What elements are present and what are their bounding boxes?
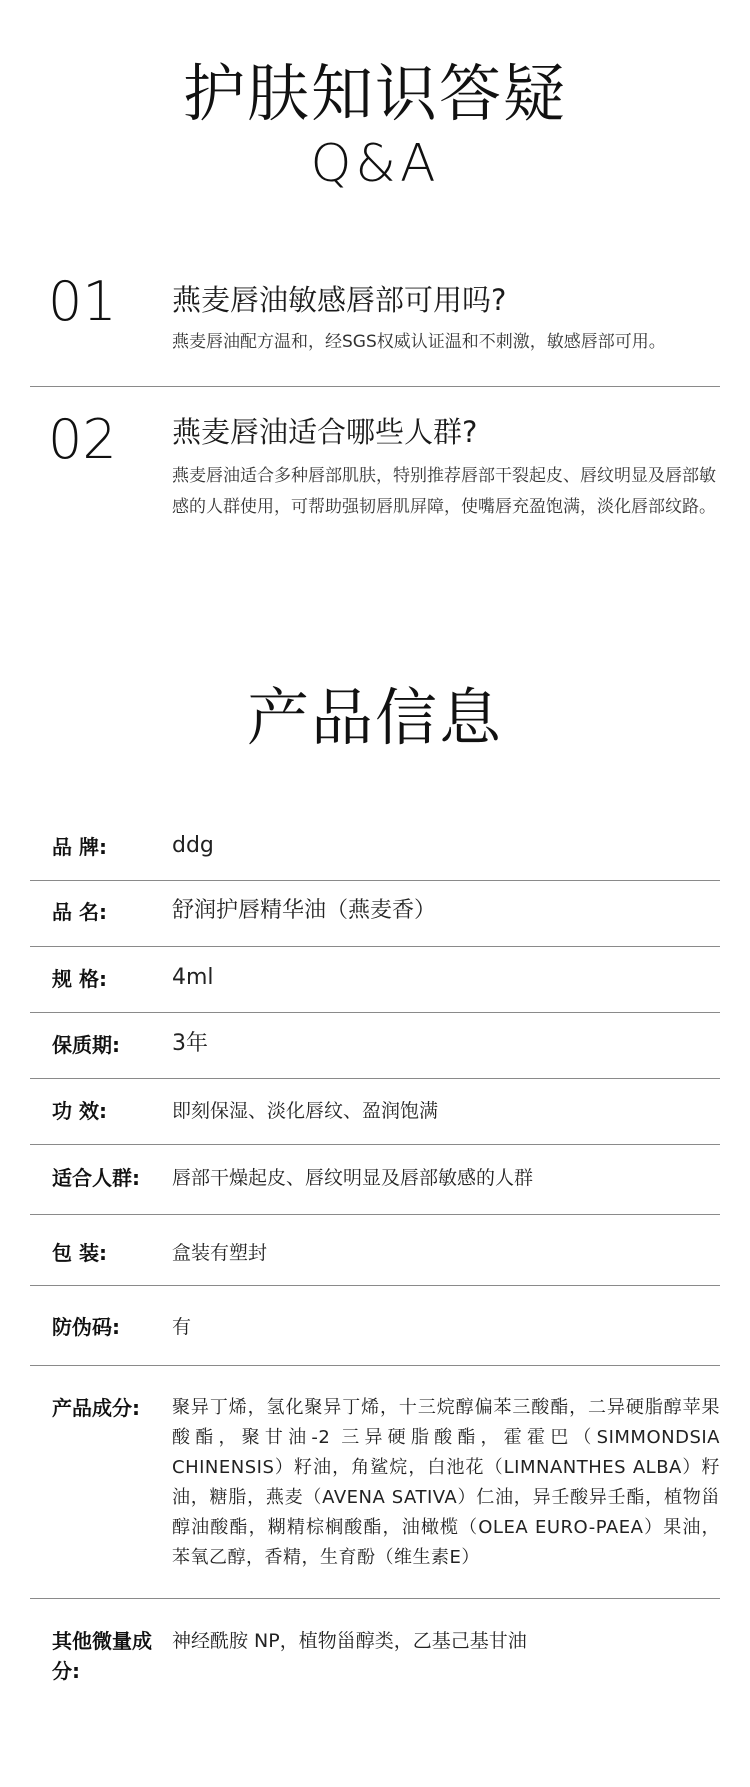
divider <box>30 1365 720 1366</box>
divider <box>30 386 720 387</box>
row-value-effect: 即刻保湿、淡化唇纹、盈润饱满 <box>172 1100 439 1122</box>
divider <box>30 946 720 947</box>
divider <box>30 1078 720 1079</box>
row-label-name: 品 名: <box>52 900 107 924</box>
row-label-shelf-life: 保质期: <box>52 1033 120 1057</box>
row-label-effect: 功 效: <box>52 1099 107 1123</box>
row-value-ingredients: 聚异丁烯，氢化聚异丁烯，十三烷醇偏苯三酸酯，二异硬脂醇苹果酸酯，聚甘油-2 三异硬脂酸酯，霍霍巴（SIMMONDSIA CHINENSIS）籽油，角鲨烷，白池花（LIMNANTHES ALBA）籽油，糖脂，燕麦（AVENA SATIVA）仁油，异壬酸异壬酯，植物甾醇油酸酯，糊精棕榈酸酯，油橄榄（OLEA EURO-PAEA）果油，苯氧乙醇，香精，生育酚（维生素E） <box>172 1397 720 1568</box>
row-value-brand: ddg <box>172 833 214 858</box>
qa-question: 燕麦唇油适合哪些人群? <box>172 415 478 449</box>
product-info-title: 产品信息 <box>246 681 503 754</box>
row-value-spec: 4ml <box>172 965 214 990</box>
row-value-anti-counterfeit: 有 <box>172 1316 192 1338</box>
divider <box>30 1598 720 1599</box>
row-value-trace-ingredients: 神经酰胺 NP，植物甾醇类，乙基己基甘油 <box>172 1630 527 1652</box>
row-label-trace-ingredients: 其他微量成分: <box>52 1629 152 1683</box>
row-value-shelf-life: 3年 <box>172 1031 208 1056</box>
row-label-ingredients: 产品成分: <box>52 1396 140 1420</box>
row-label-brand: 品 牌: <box>52 835 107 859</box>
row-value-packaging: 盒装有塑封 <box>172 1242 268 1264</box>
divider <box>30 1012 720 1013</box>
row-value-name: 舒润护唇精华油（燕麦香） <box>172 898 437 923</box>
row-value-suitable-for: 唇部干燥起皮、唇纹明显及唇部敏感的人群 <box>172 1167 534 1189</box>
row-label-spec: 规 格: <box>52 967 107 991</box>
row-label-suitable-for: 适合人群: <box>52 1166 140 1190</box>
divider <box>30 1214 720 1215</box>
qa-answer: 燕麦唇油配方温和，经SGS权威认证温和不刺激，敏感唇部可用。 <box>172 332 666 352</box>
divider <box>30 880 720 881</box>
divider <box>30 1144 720 1145</box>
row-label-packaging: 包 装: <box>52 1241 107 1265</box>
qa-section-subtitle: Q&A <box>310 134 440 194</box>
row-label-anti-counterfeit: 防伪码: <box>52 1315 120 1339</box>
qa-section-title: 护肤知识答疑 <box>182 57 567 130</box>
qa-answer: 燕麦唇油适合多种唇部肌肤，特别推荐唇部干裂起皮、唇纹明显及唇部敏感的人群使用，可帮助强韧唇肌屏障，使嘴唇充盈饱满，淡化唇部纹路。 <box>172 466 716 517</box>
divider <box>30 1285 720 1286</box>
qa-item-number: 02 <box>48 408 117 471</box>
qa-question: 燕麦唇油敏感唇部可用吗? <box>172 283 507 317</box>
qa-item-number: 01 <box>48 270 117 333</box>
